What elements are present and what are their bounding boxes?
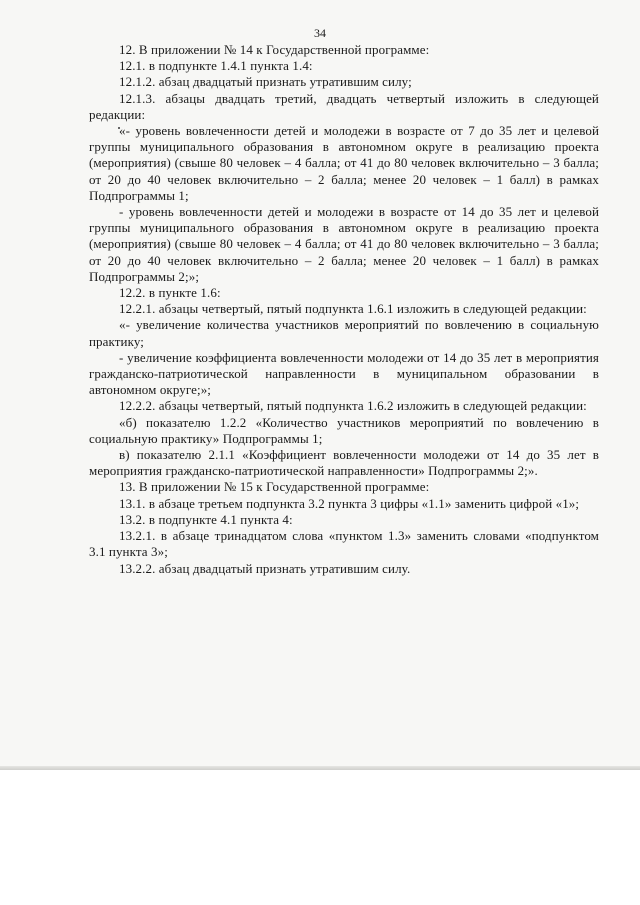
paragraph: в) показателю 2.1.1 «Коэффициент вовлеченности молодежи от 14 до 35 лет в мероприятия гражданско-патриотической направленности» Подпрограммы 2;». [89,447,599,479]
paragraph: 13.2. в подпункте 4.1 пункта 4: [119,511,293,527]
paragraph: 12.1.3. абзацы двадцать третий, двадцать четвертый изложить в следующей редакции: [89,90,599,122]
paragraph: - уровень вовлеченности детей и молодежи в возрасте от 14 до 35 лет и целевой группы муниципального образования в автономном округе в реализацию проекта (мероприятия) (свыше 80 человек – 4 балла; от 41 до 80 человек включительно – 3 балла; от 20 до 40 человек включительно – 2 балла; менее 20 человек – 1 балл) в рамках Подпрограммы 2;»; [89,204,599,284]
paragraph: 13.1. в абзаце третьем подпункта 3.2 пункта 3 цифры «1.1» заменить цифрой «1»; [119,495,580,511]
paragraph: 12.2. в пункте 1.6: [119,285,221,301]
paragraph: 13. В приложении № 15 к Государственной программе: [119,479,430,495]
bottom-margin [0,770,640,905]
page-number: 34 [314,26,326,40]
paragraph: 12.2.1. абзацы четвертый, пятый подпункта 1.6.1 изложить в следующей редакции: [119,301,587,317]
paragraph: 12.2.2. абзацы четвертый, пятый подпункта 1.6.2 изложить в следующей редакции: [119,398,587,414]
paragraph: 13.2.1. в абзаце тринадцатом слова «пунктом 1.3» заменить словами «подпунктом 3.1 пункта 3»; [89,528,599,560]
paragraph: 12.1.2. абзац двадцатый признать утратившим силу; [119,74,412,90]
paragraph: 12. В приложении № 14 к Государственной программе: [119,42,430,57]
paragraph: 12.1. в подпункте 1.4.1 пункта 1.4: [119,58,313,74]
paragraph: 13.2.2. абзац двадцатый признать утратившим силу. [119,560,411,576]
paragraph: «- увеличение количества участников мероприятий по вовлечению в социальную практику; [89,317,599,349]
paragraph: «б) показателю 1.2.2 «Количество участников мероприятий по вовлечению в социальную практику» Подпрограммы 1; [89,414,599,446]
document-body [89,42,599,577]
paragraph: «- уровень вовлеченности детей и молодежи в возрасте от 7 до 35 лет и целевой группы муниципального образования в автономном округе в реализацию проекта (мероприятия) (свыше 80 человек – 4 балла; от 41 до 80 человек включительно – 3 балла; от 20 до 40 человек включительно – 2 балла; менее 20 человек – 1 балл) в рамках Подпрограммы 1; [89,123,599,203]
paragraph: - увеличение коэффициента вовлеченности молодежи от 14 до 35 лет в мероприятия гражданско-патриотической направленности в муниципальном образовании в автономном округе;»; [89,349,599,398]
